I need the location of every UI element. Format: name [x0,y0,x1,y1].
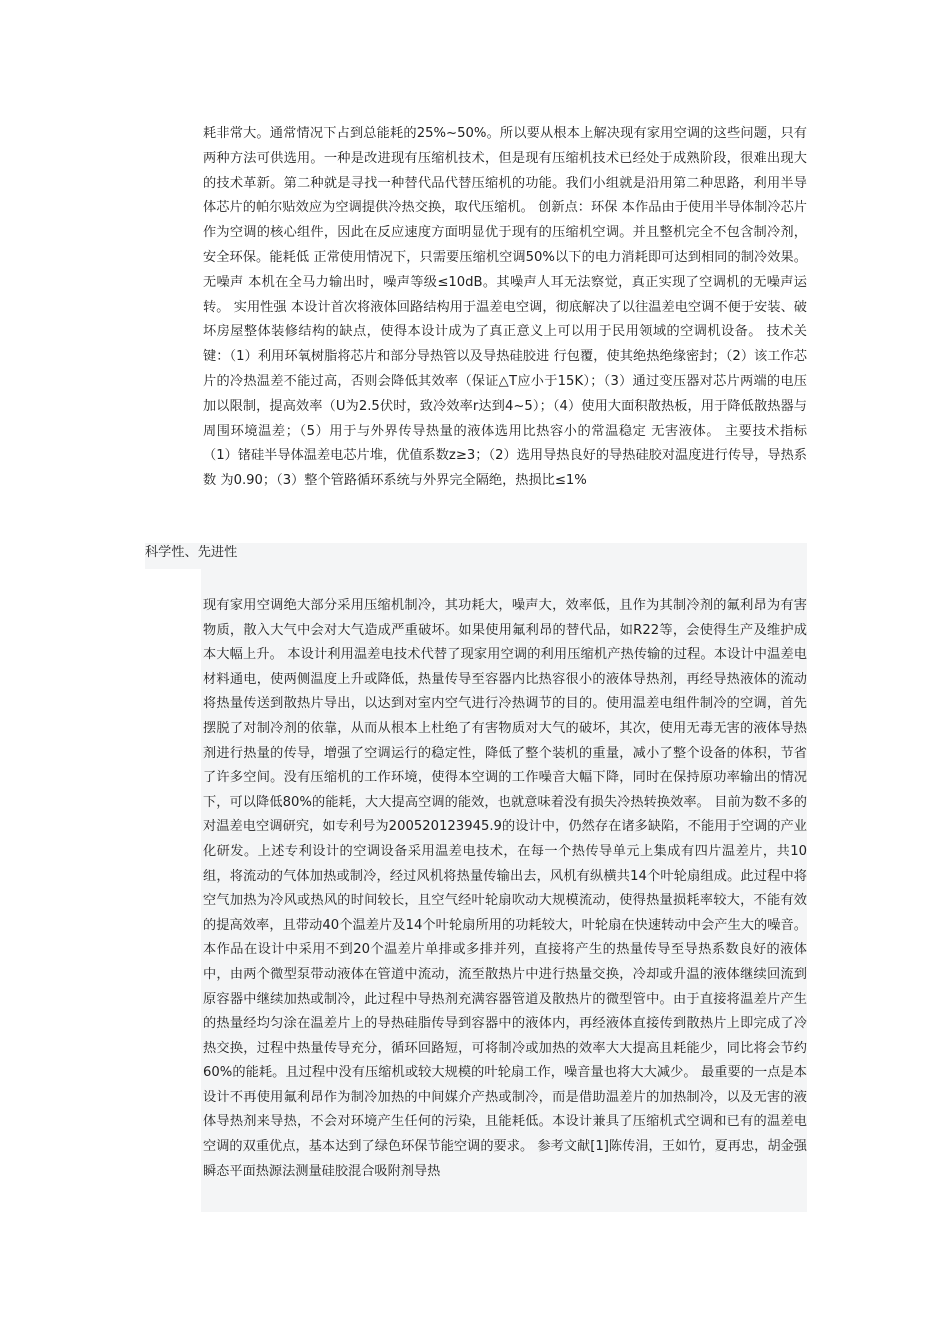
body-paragraph: 现有家用空调绝大部分采用压缩机制冷，其功耗大，噪声大，效率低，且作为其制冷剂的氟利昂为有害物质，散入大气中会对大气造成严重破坏。如果使用氟利昂的替代品，如R22等，会使得生产及维护成本大幅上升。 本设计利用温差电技术代替了现家用空调的利用压缩机产热传输的过程。本设计中温差电材料通电，使两侧温度上升或降低，热量传导至容器内比热容很小的液体导热剂，再经导热液体的流动将热量传送到散热片导出，以达到对室内空气进行冷热调节的目的。使用温差电组件制冷的空调，首先摆脱了对制冷剂的依靠，从而从根本上杜绝了有害物质对大气的破坏，其次，使用无毒无害的液体导热剂进行热量的传导，增强了空调运行的稳定性，降低了整个装机的重量，减小了整个设备的体积，节省了许多空间。没有压缩机的工作环境，使得本空调的工作噪音大幅下降，同时在保持原功率输出的情况下，可以降低80%的能耗，大大提高空调的能效，也就意味着没有损失冷热转换效率。 目前为数不多的对温差电空调研究，如专利号为200520123945.9的设计中，仍然存在诸多缺陷，不能用于空调的产业化研发。上述专利设计的空调设备采用温差电技术，在每一个热传导单元上集成有四片温差片，共10组，将流动的气体加热或制冷，经过风机将热量传输出去，风机有纵横共14个叶轮扇组成。此过程中将空气加热为冷风或热风的时间较长，且空气经叶轮扇吹动大规模流动，使得热量损耗率较大，不能有效的提高效率，且带动40个温差片及14个叶轮扇所用的功耗较大，叶轮扇在快速转动中会产生大的噪音。本作品在设计中采用不到20个温差片单排或多排并列，直接将产生的热量传导至导热系数良好的液体中，由两个微型泵带动液体在管道中流动，流至散热片中进行热量交换，冷却或升温的液体继续回流到原容器中继续加热或制冷，此过程中导热剂充满容器管道及散热片的微型管中。由于直接将温差片产生的热量经均匀涂在温差片上的导热硅脂传导到容器中的液体内，再经液体直接传到散热片上即完成了冷热交换，过程中热量传导充分，循环回路短，可将制冷或加热的效率大大提高且耗能少，同比将会节约60%的能耗。且过程中没有压缩机或较大规模的叶轮扇工作，噪音量也将大大减少。 最重要的一点是本设计不再使用氟利昂作为制冷加热的中间媒介产热或制冷，而是借助温差片的加热制冷，以及无害的液体导热剂来导热，不会对环境产生任何的污染，且能耗低。本设计兼具了压缩机式空调和已有的温差电空调的双重优点，基本达到了绿色环保节能空调的要求。 参考文献[1]陈传涓，王如竹，夏再忠，胡金强 瞬态平面热源法测量硅胶混合吸附剂导热 [203,598,807,1179]
section-heading: 科学性、先进性 [145,543,807,569]
top-paragraph: 耗非常大。通常情况下占到总能耗的25%~50%。所以要从根本上解决现有家用空调的这些问题，只有两种方法可供选用。一种是改进现有压缩机技术，但是现有压缩机技术已经处于成熟阶段，很难出现大的技术革新。第二种就是寻找一种替代品代替压缩机的功能。我们小组就是沿用第二种思路，利用半导体芯片的帕尔贴效应为空调提供冷热交换，取代压缩机。 创新点：环保 本作品由于使用半导体制冷芯片作为空调的核心组件，因此在反应速度方面明显优于现有的压缩机空调。并且整机完全不包含制冷剂，安全环保。能耗低 正常使用情况下，只需要压缩机空调50%以下的电力消耗即可达到相同的制冷效果。无噪声 本机在全马力输出时，噪声等级≤10dB。其噪声人耳无法察觉，真正实现了空调机的无噪声运转。 实用性强 本设计首次将液体回路结构用于温差电空调，彻底解决了以往温差电空调不便于安装、破坏房屋整体装修结构的缺点，使得本设计成为了真正意义上可以用于民用领域的空调机设备。 技术关键：（1）利用环氧树脂将芯片和部分导热管以及导热硅胶进 行包覆，使其绝热绝缘密封；（2）该工作芯片的冷热温差不能过高，否则会降低其效率（保证△T应小于15K）；（3）通过变压器对芯片两端的电压加以限制，提高效率（U为2.5伏时，致冷效率r达到4~5）；（4）使用大面积散热板，用于降低散热器与周围环境温差；（5）用于与外界传导热量的液体选用比热容小的常温稳定 无害液体。 主要技术指标 （1）锗硅半导体温差电芯片堆，优值系数z≥3；（2）选用导热良好的导热硅胶对温度进行传导，导热系数 为0.90；（3）整个管路循环系统与外界完全隔绝，热损比≤1% [203,126,807,489]
